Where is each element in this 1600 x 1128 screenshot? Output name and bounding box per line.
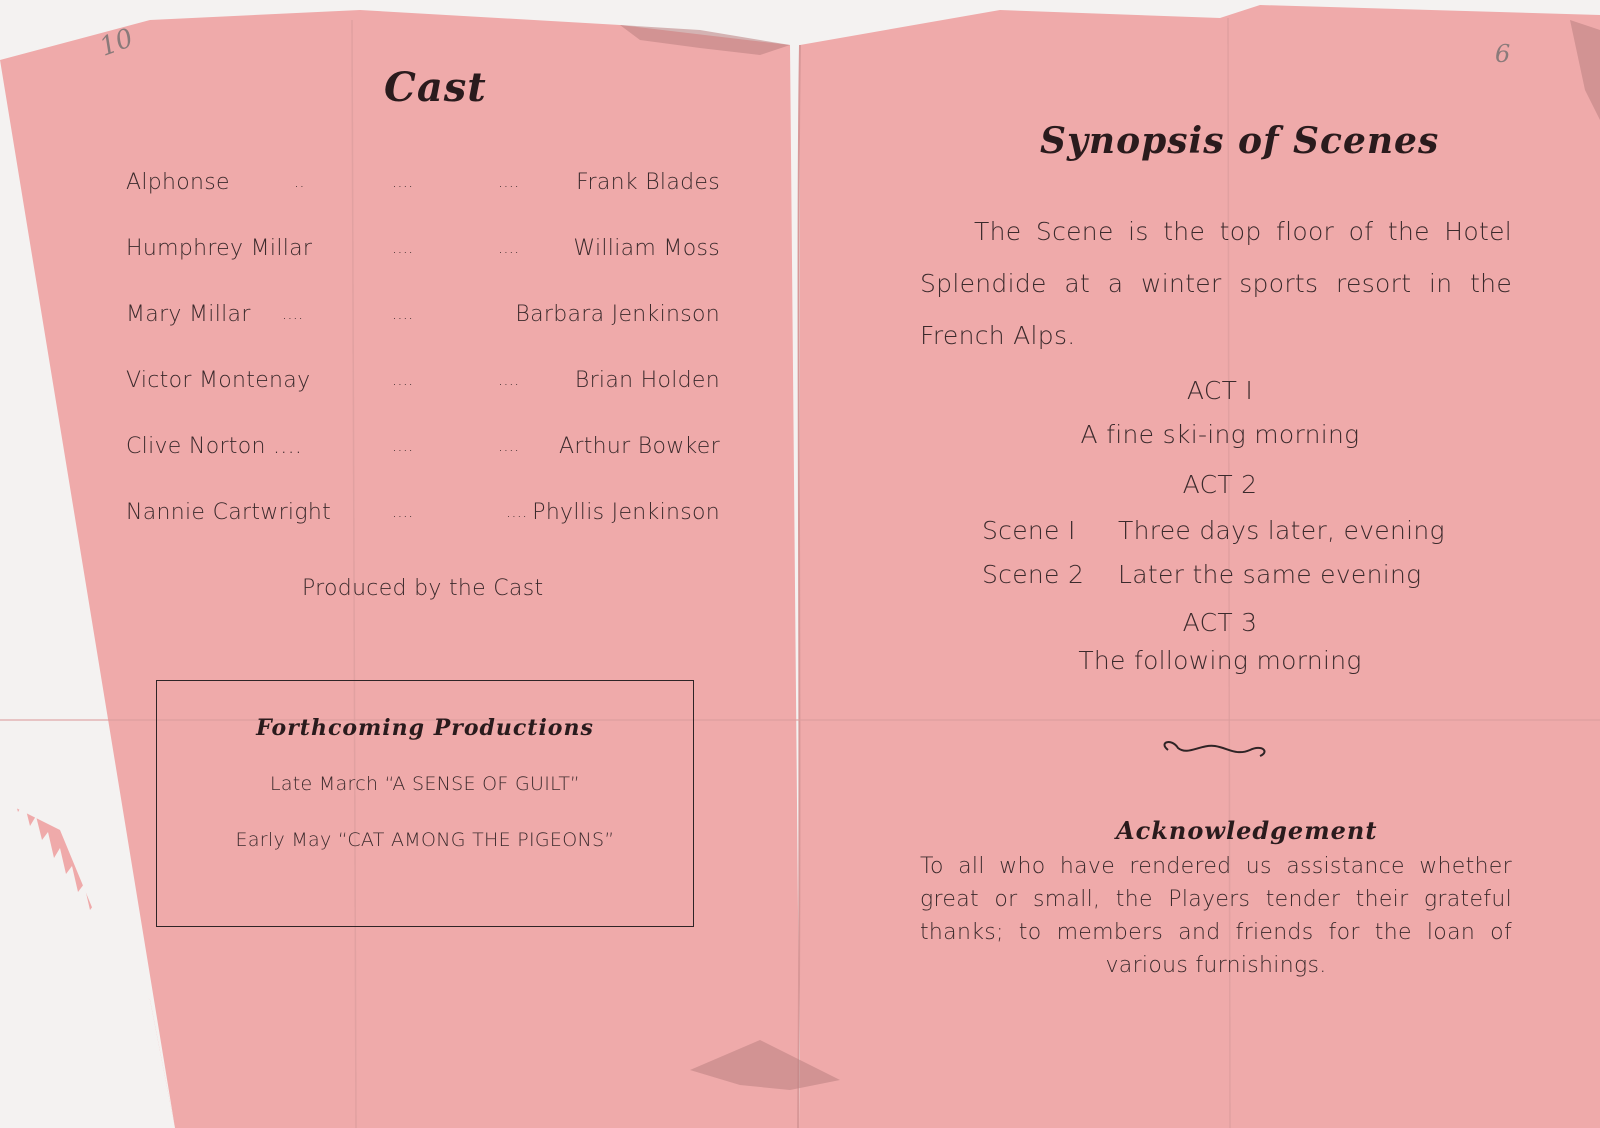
intro-line: Splendide at a winter sports resort in the [920,269,1512,298]
forthcoming-item: Late March “A SENSE OF GUILT” [269,773,581,795]
cast-dots: .... [506,502,528,521]
act1-title: ACT I [1186,376,1254,405]
cast-dots: .... [392,238,414,257]
intro-line: French Alps. [920,321,1076,350]
ack-line: thanks; to members and friends for the loan of [920,920,1512,945]
cast-dots: .... [282,304,304,323]
cast-role: Victor Montenay [126,368,311,393]
cast-role: Mary Millar [126,302,251,327]
cast-actor: William Moss [573,236,720,261]
acknowledgement-text [920,850,1512,982]
cast-dots: .... [392,172,414,191]
cast-dots: .... [392,304,414,323]
act2-scene2-desc: Later the same evening [1118,560,1422,589]
cast-actor: Barbara Jenkinson [515,302,720,327]
cast-actor: Frank Blades [576,170,720,195]
synopsis-intro [920,206,1512,362]
act2-scene1-label: Scene I [982,516,1076,545]
act3-desc: The following morning [1078,646,1362,675]
cast-row [126,500,720,530]
cast-row [126,302,720,332]
cast-row [126,434,720,464]
acknowledgement-heading: Acknowledgement [1116,816,1378,845]
cast-heading: Cast [384,64,487,111]
cast-role: Alphonse [126,170,230,195]
forthcoming-heading: Forthcoming Productions [256,715,594,741]
cast-dots: .... [498,238,520,257]
forthcoming-item: Early May “CAT AMONG THE PIGEONS” [235,829,615,851]
intro-line: The Scene is the top floor of the Hotel [974,217,1512,246]
page-number-left: 10 [95,23,138,63]
act2-title: ACT 2 [1182,470,1258,499]
center-fold [798,45,800,1128]
forthcoming-box [156,680,694,927]
produced-by: Produced by the Cast [302,576,544,601]
cast-dots: .... [498,436,520,455]
page-number-right: 6 [1495,40,1511,68]
cast-dots: .. [294,172,305,191]
cast-row [126,236,720,266]
cast-role: Clive Norton .... [126,434,303,459]
cast-dots: .... [392,502,414,521]
cast-role: Nannie Cartwright [126,500,332,525]
ack-line: great or small, the Players tender their grateful [920,887,1512,912]
cast-dots: .... [392,370,414,389]
cast-dots: .... [498,172,520,191]
cast-row [126,170,720,200]
act1-desc: A fine ski-ing morning [1080,420,1360,449]
synopsis-heading: Synopsis of Scenes [1040,120,1440,162]
cast-actor: Phyllis Jenkinson [532,500,720,525]
act2-scene1-desc: Three days later, evening [1118,516,1445,545]
cast-role: Humphrey Millar [126,236,313,261]
act3-title: ACT 3 [1182,608,1258,637]
cast-actor: Arthur Bowker [559,434,720,459]
cast-dots: .... [498,370,520,389]
act2-scene2-label: Scene 2 [982,560,1085,589]
cast-dots: .... [392,436,414,455]
ack-line: To all who have rendered us assistance whether [920,854,1512,879]
ack-line: various furnishings. [1105,953,1327,978]
cast-row [126,368,720,398]
cast-actor: Brian Holden [574,368,720,393]
